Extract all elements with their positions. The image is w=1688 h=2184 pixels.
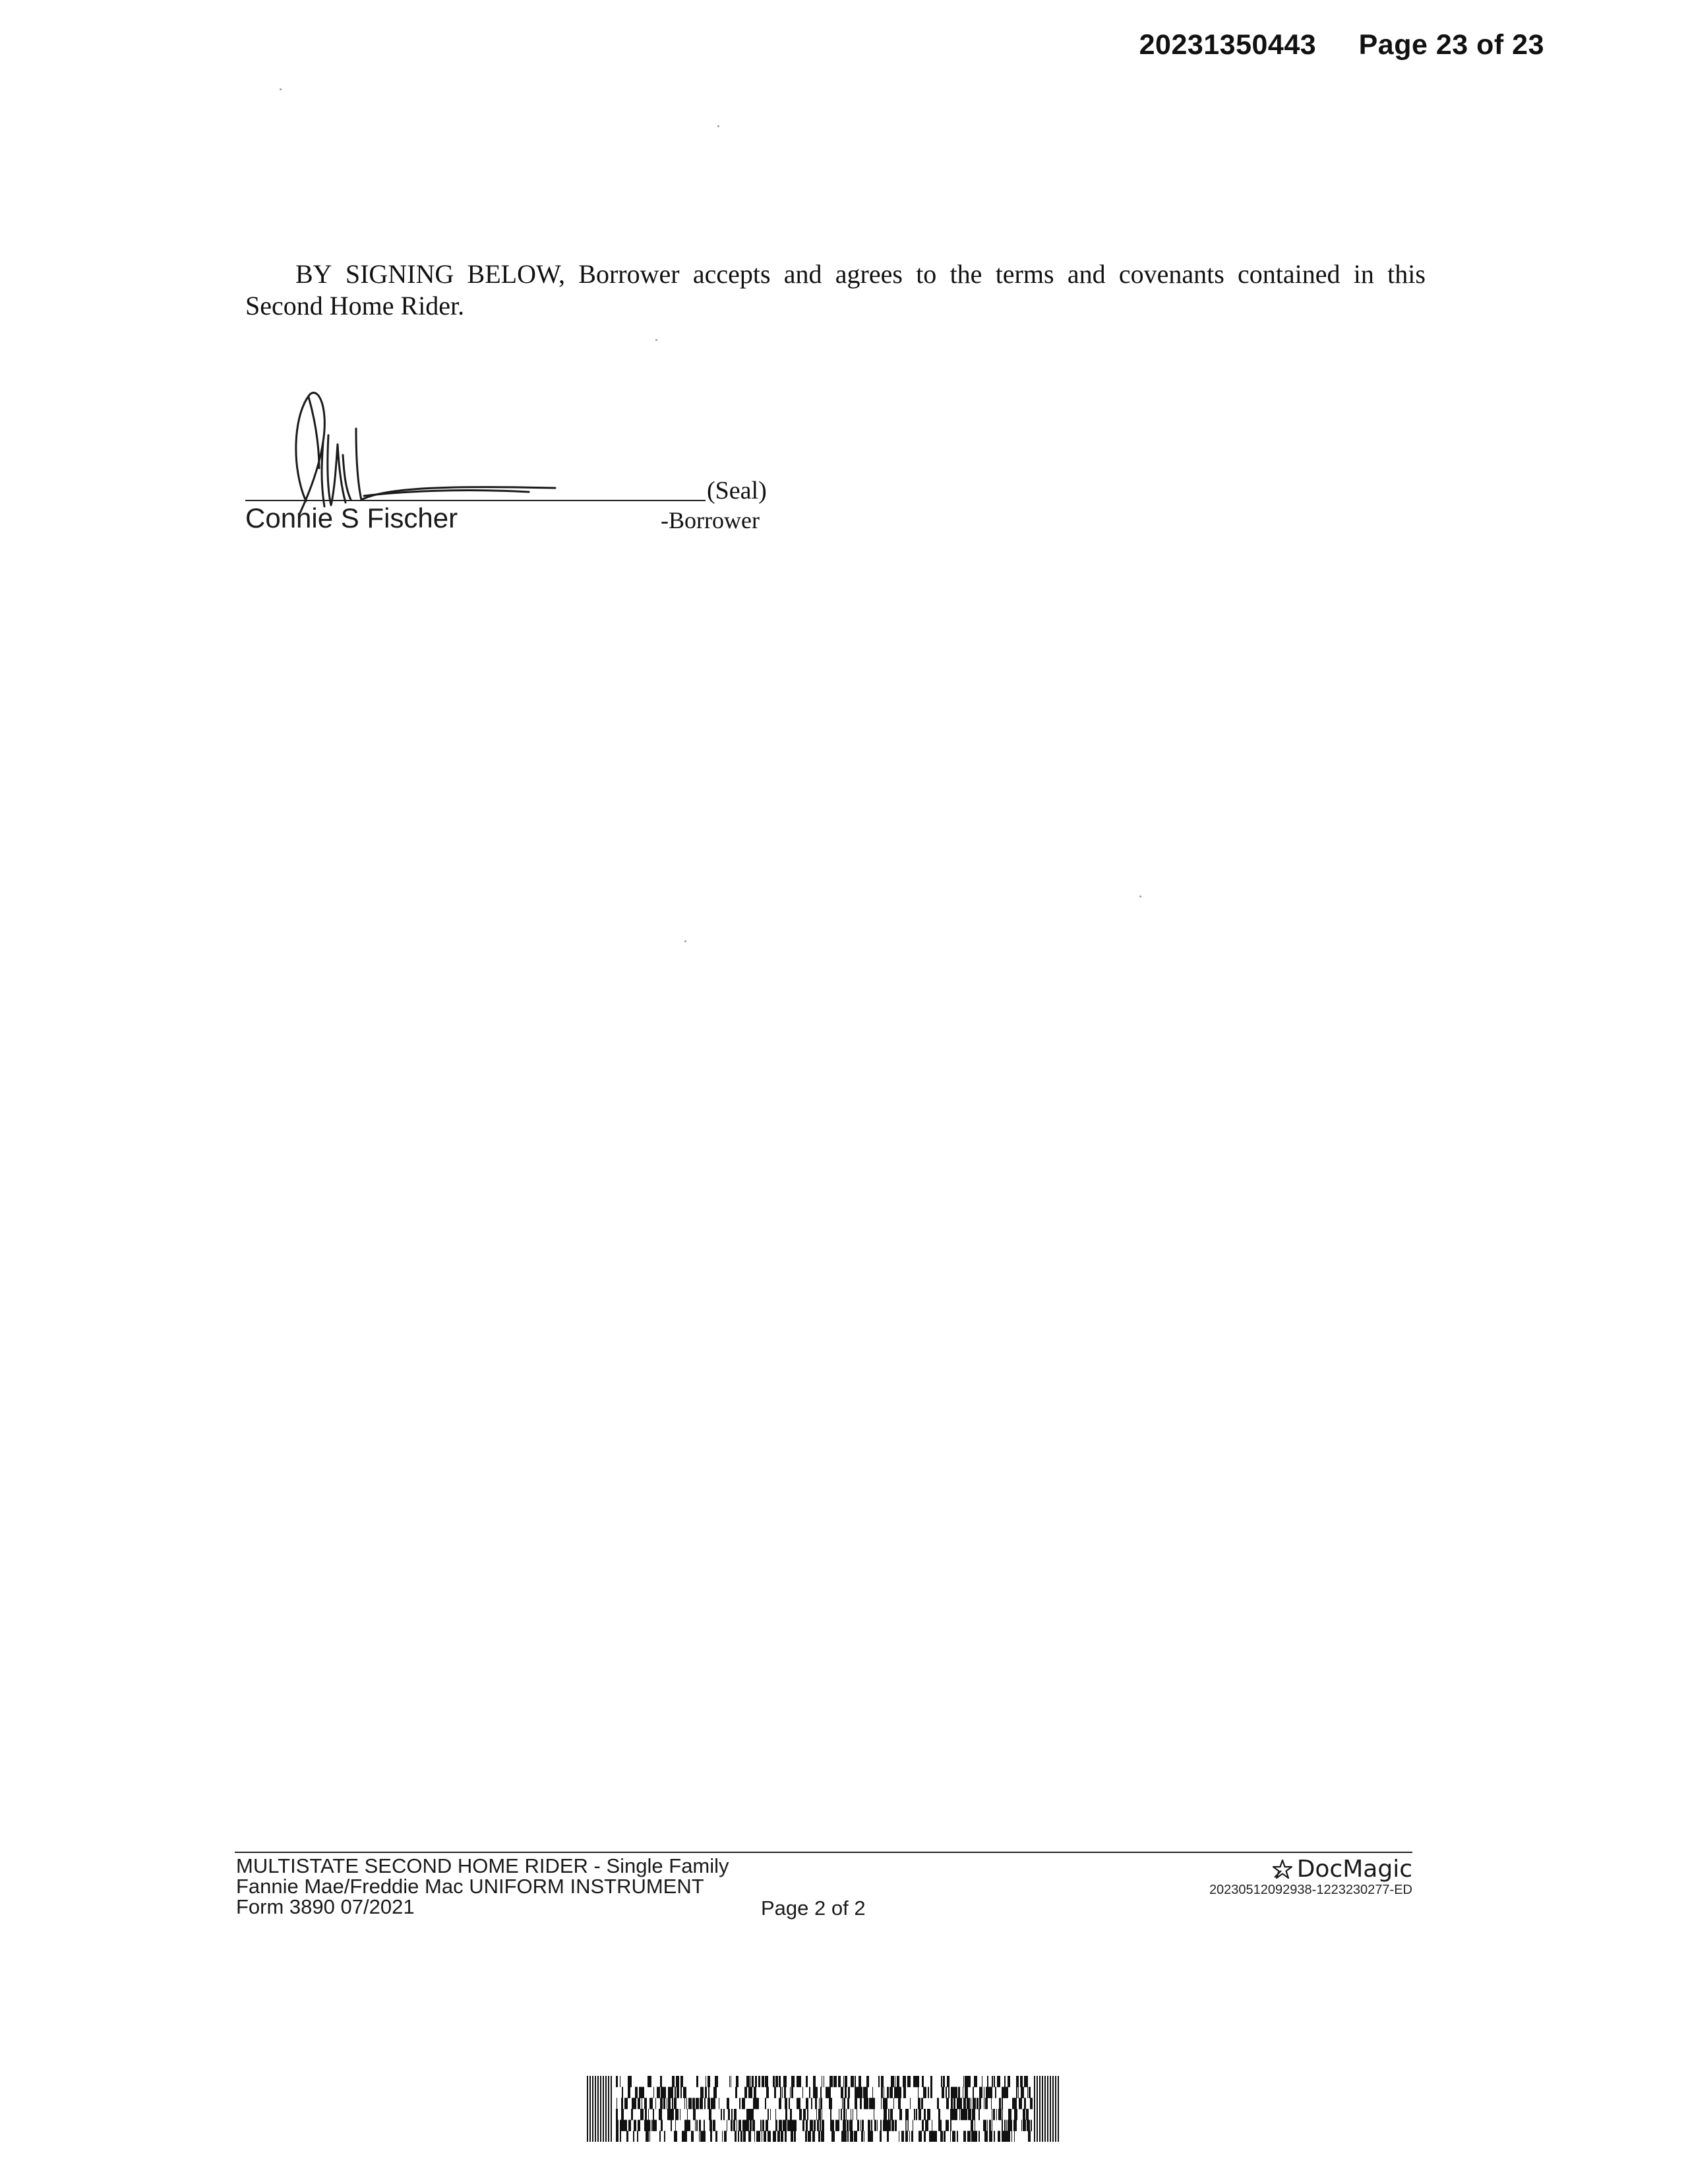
scan-speck	[280, 88, 282, 90]
footer-instrument: Fannie Mae/Freddie Mac UNIFORM INSTRUMENT	[236, 1875, 704, 1898]
agreement-word: the	[950, 259, 982, 289]
document-number: 20231350443	[1139, 29, 1317, 61]
borrower-name: Connie S Fischer	[245, 502, 458, 533]
agreement-word: BY	[295, 259, 332, 289]
borrower-role: -Borrower	[661, 507, 760, 533]
page-label: Page 23 of 23	[1358, 29, 1544, 61]
scan-speck	[1139, 895, 1141, 897]
seal-label: (Seal)	[707, 477, 767, 504]
agreement-line-2: Second Home Rider.	[245, 291, 465, 320]
barcode-icon	[587, 2076, 1060, 2142]
recording-stamp	[1139, 29, 1544, 61]
footer-page-number: Page 2 of 2	[761, 1896, 866, 1920]
scan-speck	[717, 125, 719, 127]
agreement-word: in	[1353, 259, 1374, 289]
scan-speck	[684, 940, 686, 942]
agreement-line-1	[245, 258, 1426, 290]
form-footer	[235, 1852, 1412, 1931]
agreement-word: contained	[1238, 259, 1341, 289]
doc-id: 20230512092938-1223230277-ED	[1209, 1883, 1412, 1897]
agreement-word: BELOW,	[467, 259, 566, 289]
agreement-paragraph	[245, 258, 1426, 322]
agreement-word: accepts	[692, 259, 771, 289]
footer-rule	[235, 1852, 1412, 1853]
scan-speck	[655, 339, 657, 341]
agreement-word: Borrower	[578, 259, 680, 289]
signature-line	[245, 500, 706, 501]
agreement-word: covenants	[1118, 259, 1224, 289]
agreement-word: to	[916, 259, 937, 289]
footer-form-info	[236, 1856, 729, 1917]
docmagic-brand: DocMagic	[1296, 1856, 1412, 1883]
star-icon	[1271, 1858, 1294, 1881]
agreement-word: and	[1067, 259, 1106, 289]
agreement-word: and	[783, 259, 822, 289]
agreement-word: this	[1387, 259, 1426, 289]
agreement-word: terms	[995, 259, 1054, 289]
agreement-word: SIGNING	[345, 259, 454, 289]
footer-form-number: Form 3890 07/2021	[236, 1895, 415, 1918]
docmagic-logo	[1209, 1856, 1412, 1883]
signature-block	[245, 389, 786, 547]
footer-form-title: MULTISTATE SECOND HOME RIDER - Single Family	[236, 1854, 729, 1877]
agreement-word: agrees	[835, 259, 903, 289]
footer-brand-block	[1209, 1856, 1412, 1898]
